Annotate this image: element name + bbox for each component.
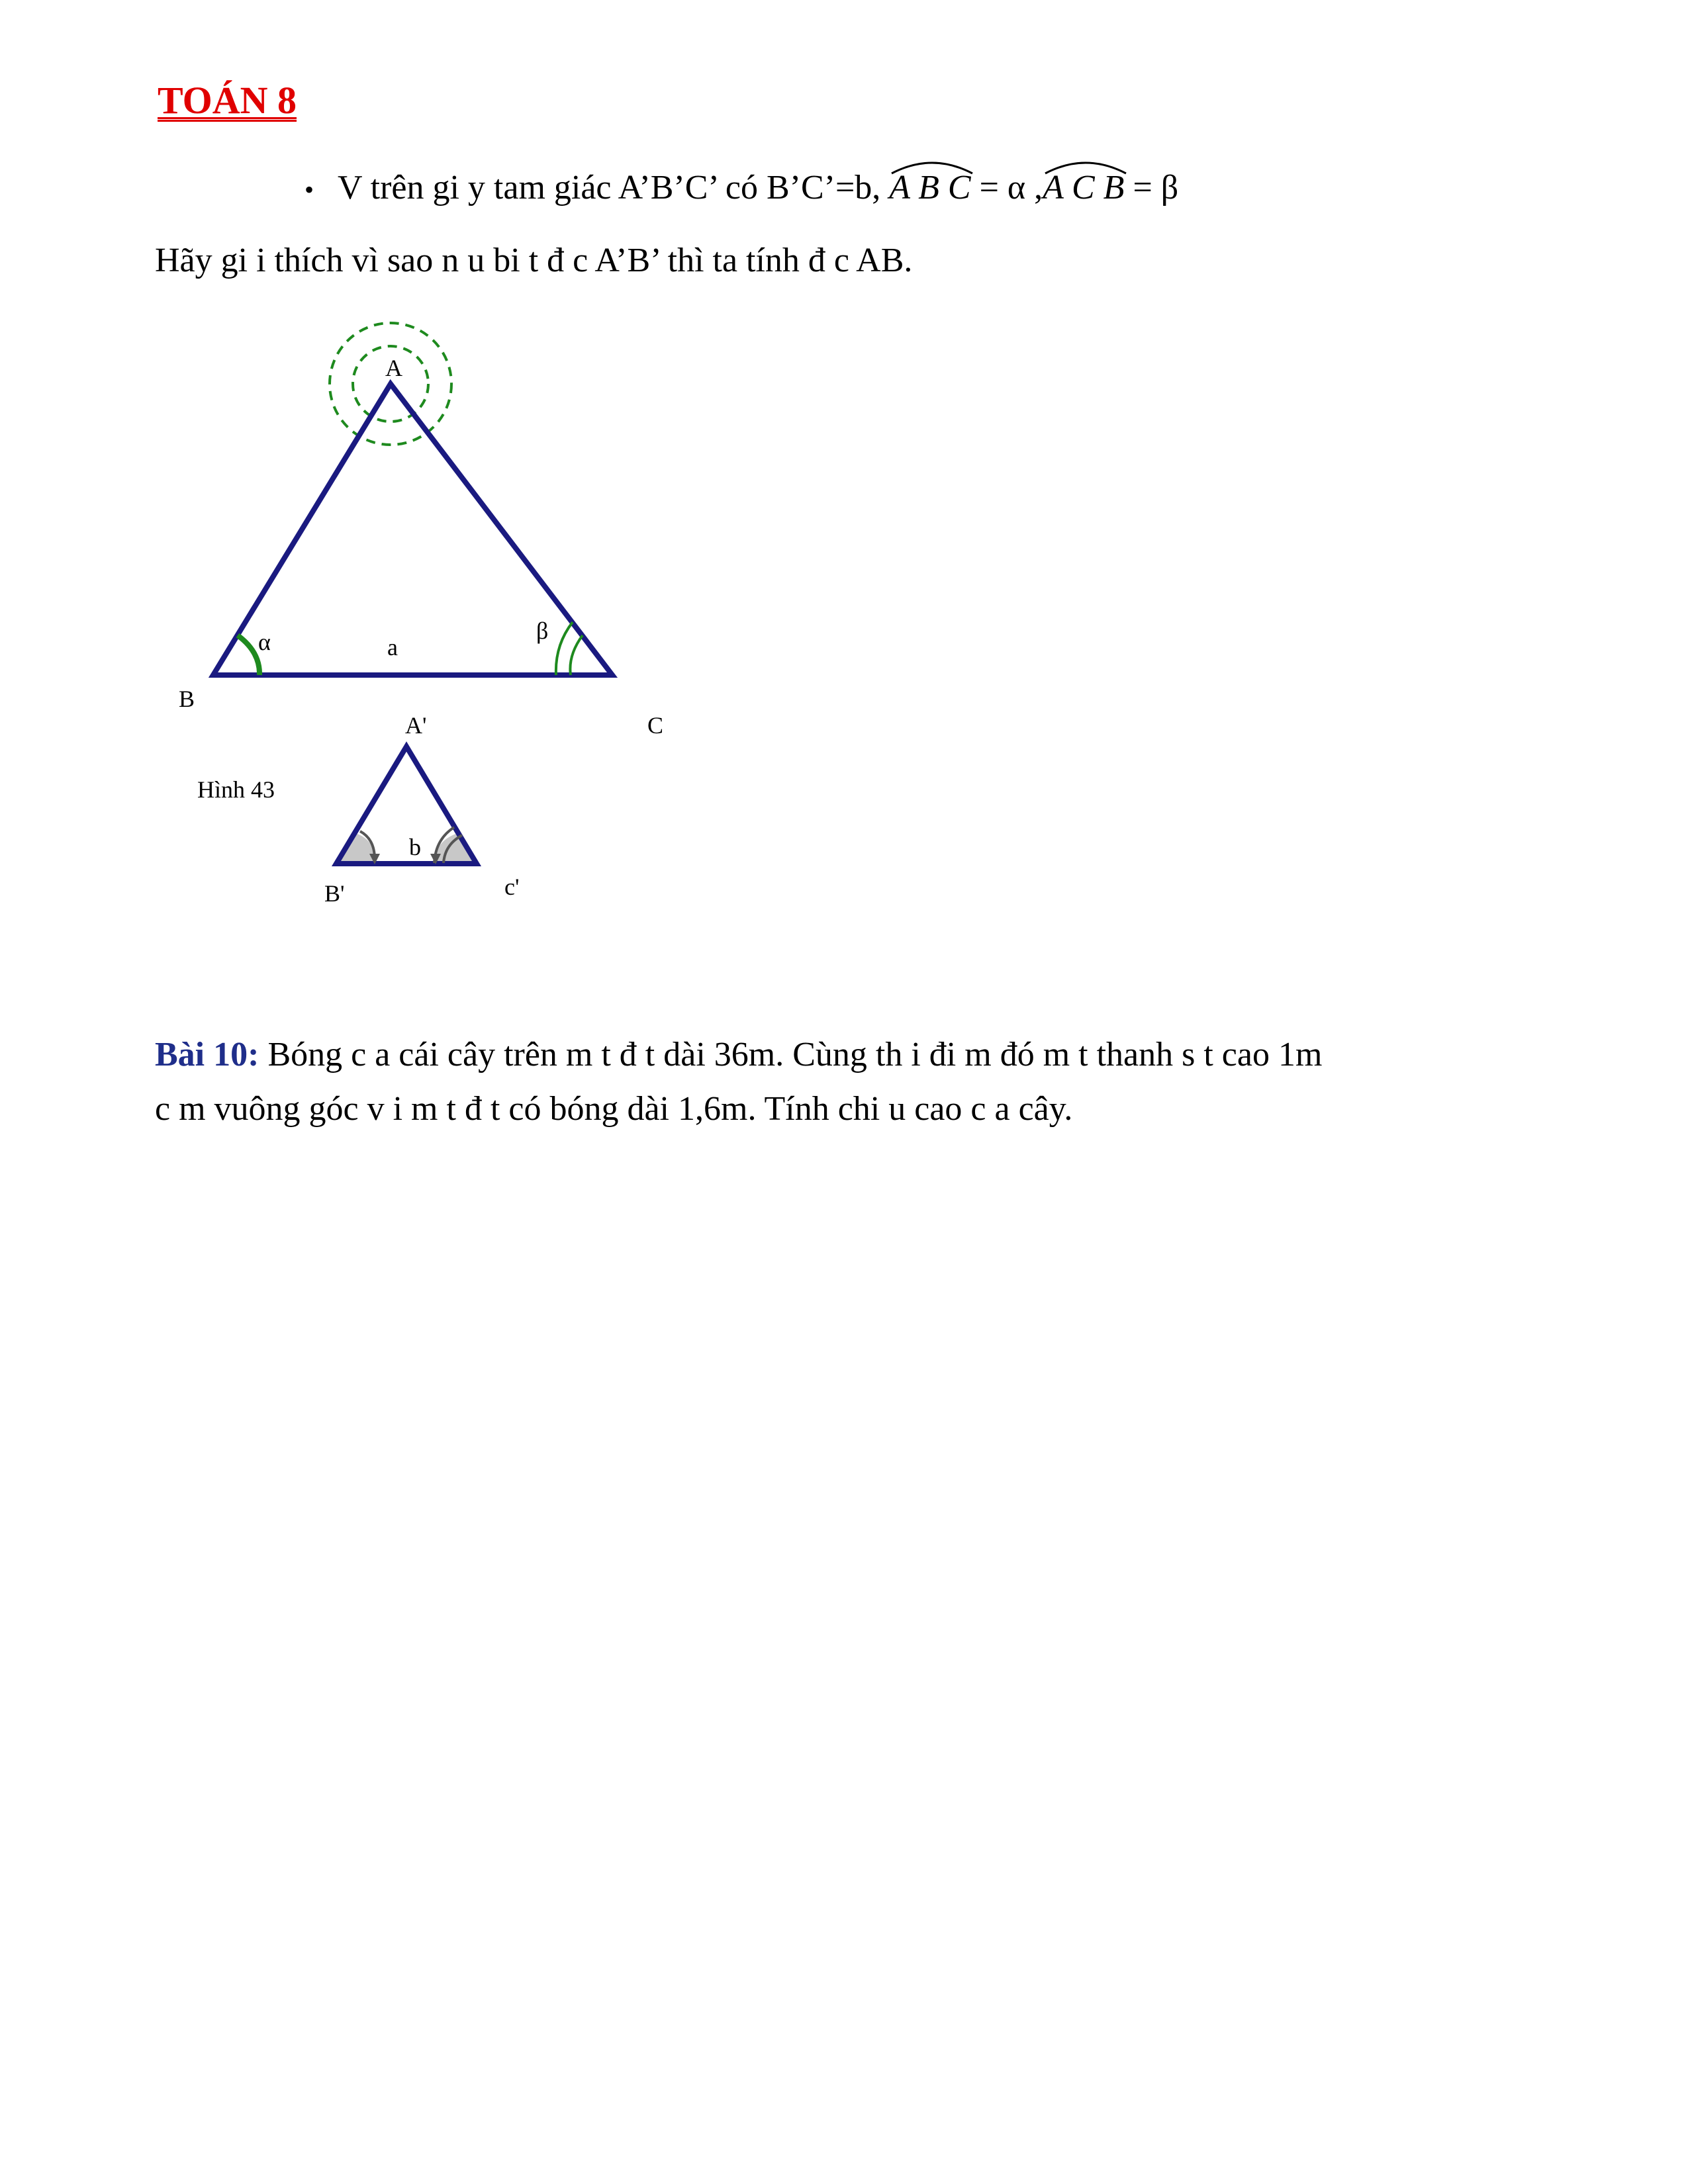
angle-abc: A B C <box>889 171 970 205</box>
large-triangle <box>213 384 612 675</box>
small-vertex-c-label: c' <box>504 874 520 900</box>
page-title: TOÁN 8 <box>158 79 297 122</box>
exercise-10-line2: c m vuông góc v i m t đ t có bóng dài 1,6m. Tính chi u cao c a cây. <box>155 1090 1073 1128</box>
bullet-icon: • <box>305 175 314 205</box>
angle-abc-value: = α , <box>970 169 1043 206</box>
exercise-label: Bài 10: <box>155 1036 259 1073</box>
small-vertex-a-label: A' <box>405 712 427 739</box>
beta-label: β <box>536 617 549 644</box>
exercise-10-line1: Bài 10: Bóng c a cái cây trên m t đ t dài 36m. Cùng th i đi m đó m t thanh s t cao 1m <box>155 1036 1323 1073</box>
vertex-a-label: A <box>385 355 402 381</box>
vertex-c-label: C <box>647 712 664 739</box>
small-vertex-b-label: B' <box>324 880 345 907</box>
alpha-angle-mark <box>238 635 259 675</box>
alpha-label: α <box>258 629 271 655</box>
vertex-b-label: B <box>179 686 195 712</box>
question-text: Hãy gi i thích vì sao n u bi t đ c A’B’ thì ta tính đ c AB. <box>155 242 913 279</box>
angle-acb-value: = β <box>1124 169 1179 206</box>
bullet-text: V trên gi y tam giác A’B’C’ có B’C’=b, <box>338 169 890 206</box>
angle-acb: A C B <box>1043 171 1124 205</box>
beta-angle-mark-inner <box>570 635 583 675</box>
triangle-figure <box>0 0 1688 993</box>
figure-caption: Hình 43 <box>197 776 275 803</box>
small-left-shade <box>336 833 376 864</box>
side-a-label: a <box>387 634 398 660</box>
side-b-label: b <box>409 834 421 860</box>
